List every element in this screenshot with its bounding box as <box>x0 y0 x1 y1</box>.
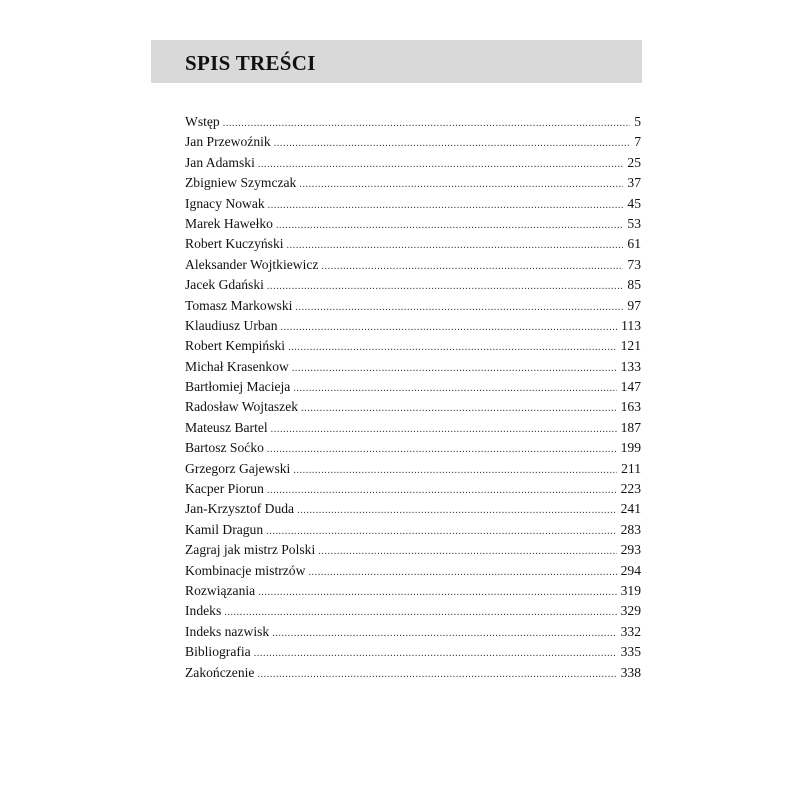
toc-entry-page-number: 332 <box>620 623 641 639</box>
toc-entry-page-number: 147 <box>620 379 641 395</box>
toc-entry <box>185 440 641 460</box>
toc-entry-page-number: 133 <box>620 358 641 374</box>
toc-entry <box>185 399 641 419</box>
toc-entry <box>185 175 641 195</box>
table-of-contents <box>185 114 641 685</box>
toc-entry <box>185 665 641 685</box>
toc-entry <box>185 542 641 562</box>
toc-entry <box>185 114 641 134</box>
dot-leader <box>223 118 630 129</box>
toc-entry-label: Jan Adamski <box>185 154 255 170</box>
toc-entry-label: Robert Kuczyński <box>185 236 284 252</box>
toc-entry-label: Bartłomiej Macieja <box>185 379 291 395</box>
dot-leader <box>257 669 616 680</box>
dot-leader <box>293 465 617 476</box>
toc-entry-label: Zbigniew Szymczak <box>185 175 297 191</box>
toc-entry <box>185 583 641 603</box>
toc-entry <box>185 563 641 583</box>
toc-entry-page-number: 73 <box>627 256 641 272</box>
toc-entry-page-number: 37 <box>627 175 641 191</box>
toc-entry-page-number: 241 <box>620 501 641 517</box>
dot-leader <box>267 485 617 496</box>
toc-entry-page-number: 187 <box>620 419 641 435</box>
toc-entry-page-number: 121 <box>620 338 641 354</box>
toc-entry <box>185 461 641 481</box>
toc-entry-label: Robert Kempiński <box>185 338 286 354</box>
toc-entry <box>185 522 641 542</box>
toc-entry-page-number: 85 <box>627 277 641 293</box>
toc-entry-label: Wstęp <box>185 114 220 129</box>
toc-entry-page-number: 53 <box>627 215 641 231</box>
toc-entry-label: Jacek Gdański <box>185 277 264 293</box>
toc-entry <box>185 359 641 379</box>
toc-entry <box>185 379 641 399</box>
toc-entry <box>185 257 641 277</box>
dot-leader <box>287 240 624 251</box>
dot-leader <box>295 302 623 313</box>
toc-entry <box>185 196 641 216</box>
toc-entry <box>185 298 641 318</box>
dot-leader <box>308 567 616 578</box>
toc-entry-label: Zagraj jak mistrz Polski <box>185 542 316 558</box>
toc-entry <box>185 481 641 501</box>
toc-entry <box>185 603 641 623</box>
toc-entry-page-number: 61 <box>627 236 641 252</box>
toc-entry-label: Klaudiusz Urban <box>185 317 278 333</box>
dot-leader <box>297 505 617 516</box>
dot-leader <box>272 628 616 639</box>
page-title: SPIS TREŚCI <box>185 51 316 75</box>
dot-leader <box>267 444 617 455</box>
toc-entry-label: Radosław Wojtaszek <box>185 399 299 415</box>
toc-entry-page-number: 223 <box>620 481 641 497</box>
toc-entry <box>185 134 641 154</box>
toc-entry-label: Jan Przewoźnik <box>185 134 271 150</box>
dot-leader <box>288 342 617 353</box>
dot-leader <box>267 281 624 292</box>
toc-entry <box>185 644 641 664</box>
dot-leader <box>268 200 624 211</box>
toc-entry-label: Aleksander Wojtkiewicz <box>185 256 319 272</box>
toc-entry <box>185 501 641 521</box>
toc-entry-page-number: 294 <box>620 562 641 578</box>
toc-entry-page-number: 97 <box>627 297 641 313</box>
dot-leader <box>293 383 616 394</box>
toc-entry <box>185 338 641 358</box>
toc-entry-label: Ignacy Nowak <box>185 195 265 211</box>
toc-entry-label: Kacper Piorun <box>185 481 264 497</box>
toc-entry-label: Mateusz Bartel <box>185 419 268 435</box>
toc-entry-page-number: 25 <box>627 154 641 170</box>
toc-entry-label: Michał Krasenkow <box>185 358 289 374</box>
dot-leader <box>299 179 623 190</box>
toc-entry-page-number: 163 <box>620 399 641 415</box>
toc-entry-page-number: 293 <box>620 542 641 558</box>
toc-entry-page-number: 211 <box>621 460 641 476</box>
dot-leader <box>271 424 617 435</box>
toc-entry-page-number: 335 <box>620 644 641 660</box>
dot-leader <box>292 363 617 374</box>
toc-entry-page-number: 329 <box>620 603 641 619</box>
toc-entry <box>185 318 641 338</box>
dot-leader <box>276 220 623 231</box>
toc-entry-label: Tomasz Markowski <box>185 297 293 313</box>
dot-leader <box>224 607 616 618</box>
toc-entry-label: Kamil Dragun <box>185 521 264 537</box>
toc-entry <box>185 216 641 236</box>
dot-leader <box>321 261 623 272</box>
dot-leader <box>266 526 616 537</box>
toc-entry-page-number: 5 <box>634 114 641 129</box>
dot-leader <box>254 648 617 659</box>
toc-entry <box>185 624 641 644</box>
toc-entry-label: Jan-Krzysztof Duda <box>185 501 295 517</box>
toc-entry-page-number: 45 <box>627 195 641 211</box>
dot-leader <box>274 138 631 149</box>
dot-leader <box>301 403 617 414</box>
toc-entry-label: Rozwiązania <box>185 582 256 598</box>
toc-entry <box>185 236 641 256</box>
toc-entry-page-number: 7 <box>634 134 641 150</box>
toc-entry <box>185 277 641 297</box>
toc-entry-label: Grzegorz Gajewski <box>185 460 291 476</box>
toc-entry-page-number: 113 <box>621 317 641 333</box>
title-banner <box>151 40 642 83</box>
toc-entry-label: Marek Hawełko <box>185 215 273 231</box>
dot-leader <box>258 587 616 598</box>
dot-leader <box>281 322 618 333</box>
dot-leader <box>318 546 616 557</box>
dot-leader <box>258 159 624 170</box>
toc-entry <box>185 155 641 175</box>
toc-entry-label: Kombinacje mistrzów <box>185 562 306 578</box>
toc-entry-page-number: 283 <box>620 521 641 537</box>
toc-entry-label: Bartosz Soćko <box>185 440 264 456</box>
toc-entry-label: Indeks nazwisk <box>185 623 270 639</box>
toc-entry-label: Indeks <box>185 603 222 619</box>
toc-entry-page-number: 319 <box>620 582 641 598</box>
toc-entry-page-number: 199 <box>620 440 641 456</box>
toc-entry-label: Zakończenie <box>185 664 255 680</box>
toc-entry-page-number: 338 <box>620 664 641 680</box>
toc-entry <box>185 420 641 440</box>
toc-entry-label: Bibliografia <box>185 644 251 660</box>
